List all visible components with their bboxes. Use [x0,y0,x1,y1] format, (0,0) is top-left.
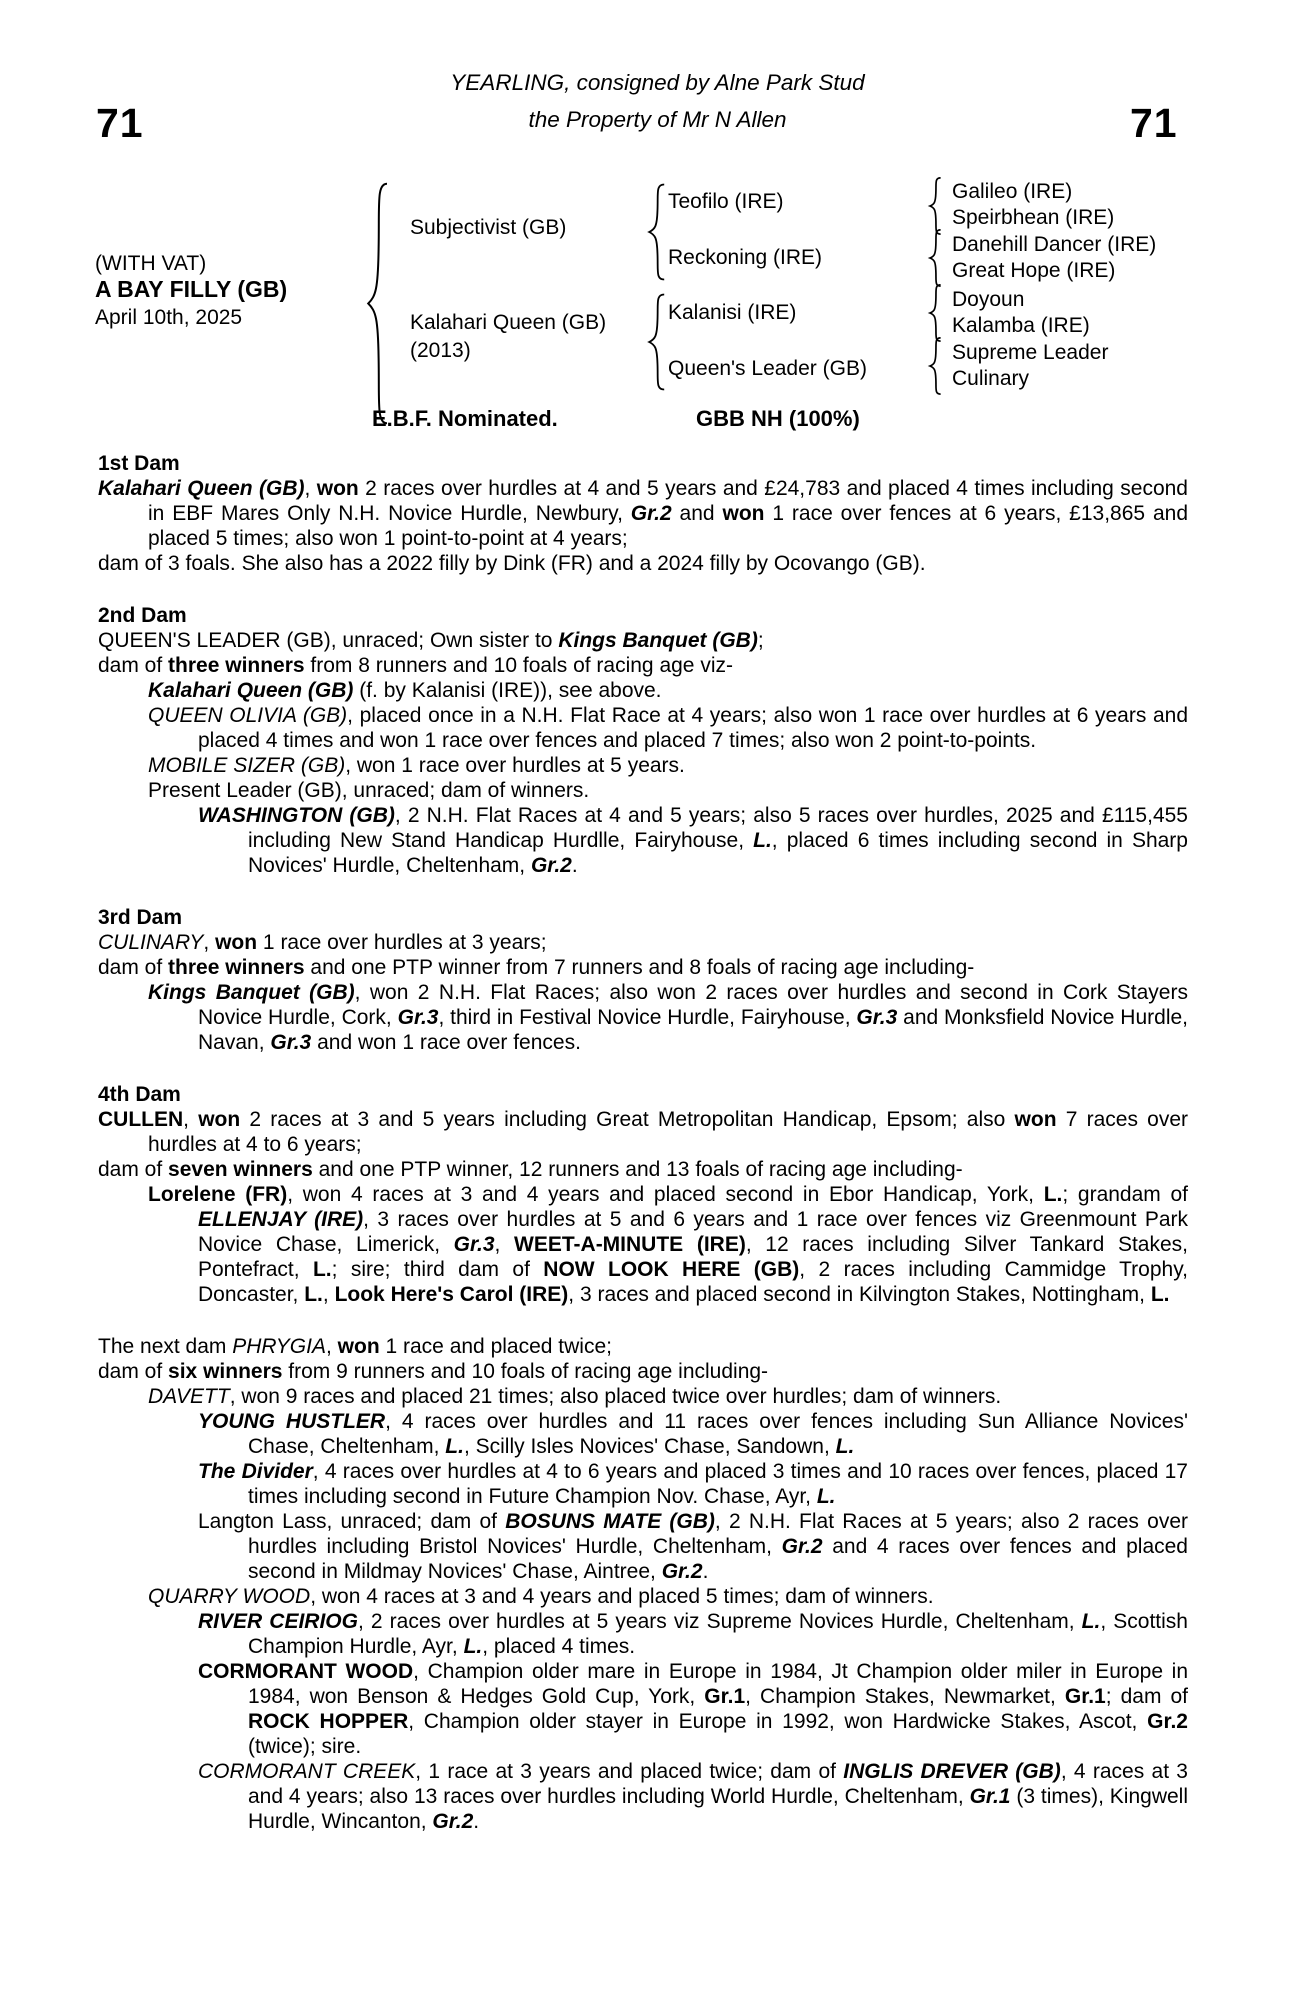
text-run: QUEEN OLIVIA (GB) [148,704,348,727]
section-heading: 2nd Dam [98,604,187,627]
text-run: , Champion older stayer in Europe in 1992, won Hardwicke Stakes, Ascot, [408,1710,1148,1733]
text-run: , 4 races over hurdles and 11 races over fences including Sun Alliance Novices' Chase, Cheltenham, [248,1410,1188,1458]
text-run: and 4 races over fences and placed second in Mildmay Novices' Chase, Aintree, [248,1535,1188,1583]
text-run: INGLIS DREVER (GB) [843,1760,1061,1783]
text-run: Gr.2 [530,854,572,877]
text-run: (twice); sire. [248,1735,362,1758]
text-run: from 8 runners and 10 foals of racing age viz- [304,654,733,677]
pedigree-paragraph [98,1157,1188,1182]
text-run: , 2 N.H. Flat Races at 5 years; also 2 races over hurdles including Bristol Novices' Hurdle, Cheltenham, [248,1510,1188,1558]
text-run: , [183,1108,199,1131]
pedigree-paragraph [98,955,1188,980]
text-run: Kalahari Queen (GB) [98,477,305,500]
text-run: Gr.2 [432,1810,474,1833]
text-run: YOUNG HUSTLER [198,1410,386,1433]
text-run: , won 9 races and placed 21 times; also placed twice over hurdles; dam of winners. [229,1385,1002,1408]
text-run: won [337,1335,380,1358]
great-grandparent: Speirbhean (IRE) [952,206,1115,229]
text-run: ; [757,629,764,652]
text-run: , 1 race at 3 years and placed twice; dam of [415,1760,844,1783]
pedigree-brace-gdam1 [927,229,944,287]
text-run: , Scilly Isles Novices' Chase, Sandown, [463,1435,836,1458]
text-run: Gr.3 [453,1233,495,1256]
text-run: WEET-A-MINUTE (IRE) [514,1233,746,1256]
lot-number-left: 71 [96,100,144,146]
text-run: won [198,1108,241,1131]
pedigree-paragraph [198,1609,1188,1659]
text-run: 7 races over hurdles at 4 to 6 years; [148,1108,1189,1156]
text-run: , placed 6 times including second in Sharp Novices' Hurdle, Cheltenham, [248,829,1188,877]
text-run: Gr.1 [969,1785,1011,1808]
text-run: Langton Lass, unraced; dam of [198,1510,506,1533]
text-run: and one PTP winner from 7 runners and 8 foals of racing age including- [304,956,975,979]
great-grandparent: Supreme Leader [952,341,1109,364]
text-run: L. [835,1435,855,1458]
text-run: , won 2 N.H. Flat Races; also won 2 races over hurdles and second in Cork Stayers Novice Hurdle, Cork, [198,981,1188,1029]
great-grandparent: Great Hope (IRE) [952,259,1116,282]
text-run: 1 race over hurdles at 3 years; [257,931,547,954]
pedigree-paragraph [98,653,1188,678]
text-run: ; grandam of [1062,1183,1188,1206]
text-run: CORMORANT CREEK [198,1760,416,1783]
text-run: , placed once in a N.H. Flat Race at 4 years; also won 1 race over hurdles at 6 years and placed 4 times and won 1 race over fences and placed 7 times; also won 2 point-to-points. [198,704,1189,752]
pedigree-brace-main [363,180,393,427]
text-run: L. [1043,1183,1063,1206]
text-run: , 3 races over hurdles at 5 and 6 years and 1 race over fences viz Greenmount Park Novice Chase, Limerick, [198,1208,1188,1256]
foaling-date: April 10th, 2025 [95,306,243,329]
pedigree-paragraph [198,1459,1188,1509]
pedigree-paragraph [148,980,1188,1055]
pedigree-paragraph [98,476,1188,551]
text-run: . [473,1810,480,1833]
text-run: ; dam of [1105,1685,1188,1708]
dam-section [98,603,1188,878]
text-run: MOBILE SIZER (GB) [148,754,346,777]
text-run: QUEEN'S LEADER (GB), unraced; Own sister to [98,629,559,652]
text-run: , Champion older mare in Europe in 1984, Jt Champion older miler in Europe in 1984, won Benson & Hedges Gold Cup, York, [248,1660,1189,1708]
text-run: CULINARY [98,931,204,954]
text-run: , [494,1233,515,1256]
great-grandparent: Danehill Dancer (IRE) [952,233,1157,256]
dam-foaling-year: (2013) [410,339,471,362]
pedigree-paragraph [148,678,1188,703]
text-run: DAVETT [148,1385,230,1408]
pedigree-brace-gdam2 [927,337,944,395]
pedigree-paragraph [148,1584,1188,1609]
text-run: RIVER CEIRIOG [198,1610,358,1633]
text-run: L. [1150,1283,1170,1306]
text-run: (3 times), Kingwell Hurdle, Wincanton, [248,1785,1188,1833]
pedigree-paragraph [148,703,1188,753]
pedigree-paragraph [98,1359,1188,1384]
text-run: and Monksfield Novice Hurdle, Navan, [198,1006,1188,1054]
text-run: CORMORANT WOOD [198,1660,414,1683]
text-run: Gr.2 [661,1560,703,1583]
text-run: from 9 runners and 10 foals of racing age including- [282,1360,769,1383]
text-run: ; sire; third dam of [331,1258,544,1281]
text-run: , [322,1283,335,1306]
text-run: Lorelene (FR) [148,1183,288,1206]
pedigree-paragraph [98,551,1188,576]
text-run: dam of [98,956,169,979]
pedigree-paragraph [148,1384,1188,1409]
text-run: , 2 races over hurdles at 5 years viz Supreme Novices Hurdle, Cheltenham, [357,1610,1082,1633]
grandsire-sire-side: Teofilo (IRE) [668,190,784,213]
text-run: Gr.2 [1147,1710,1188,1733]
text-run: won [722,502,765,525]
pedigree-brace-sire [645,183,669,281]
pedigree-paragraph [198,1759,1188,1834]
pedigree-brace-gsire2 [927,284,944,342]
text-run: six winners [168,1360,283,1383]
lot-number-right: 71 [1130,100,1178,146]
text-run: won [215,931,258,954]
text-run: , third in Festival Novice Hurdle, Fairyhouse, [438,1006,857,1029]
text-run: , [203,931,216,954]
dam-section [98,1082,1188,1307]
text-run: PHRYGIA [232,1335,326,1358]
text-run: won [316,477,359,500]
text-run: , 12 races including Silver Tankard Stakes, Pontefract, [198,1233,1188,1281]
grandsire-dam-side: Kalanisi (IRE) [668,301,797,324]
text-run: L. [1081,1610,1101,1633]
text-run: , 3 races and placed second in Kilvington Stakes, Nottingham, [568,1283,1151,1306]
text-run: , Scottish Champion Hurdle, Ayr, [248,1610,1188,1658]
great-grandparent: Galileo (IRE) [952,180,1073,203]
text-run: dam of [98,654,169,677]
text-run: 2 races at 3 and 5 years including Great Metropolitan Handicap, Epsom; also [240,1108,1015,1131]
text-run: The Divider [198,1460,313,1483]
text-run: , [304,477,317,500]
horse-description: A BAY FILLY (GB) [95,276,288,302]
text-run: WASHINGTON (GB) [198,804,395,827]
text-run: three winners [168,956,305,979]
text-run: Gr.3 [397,1006,439,1029]
text-run: , 4 races at 3 and 4 years; also 13 races over hurdles including World Hurdle, Cheltenham, [248,1760,1188,1808]
gbb-scheme-note: GBB NH (100%) [696,406,860,431]
text-run: Present Leader (GB), unraced; dam of winners. [148,779,590,802]
pedigree-paragraph [148,778,1188,803]
dam-section [98,1334,1188,1834]
pedigree-paragraph [148,753,1188,778]
text-run: , won 1 race over hurdles at 5 years. [345,754,685,777]
text-run: 2 races over hurdles at 4 and 5 years and £24,783 and placed 4 times including second in EBF Mares Only N.H. Novice Hurdle, Newbury, [148,477,1188,525]
text-run: , won 4 races at 3 and 4 years and placed 5 times; dam of winners. [310,1585,934,1608]
text-run: Kings Banquet (GB) [148,981,355,1004]
text-run: Gr.2 [781,1535,823,1558]
text-run: dam of [98,1360,169,1383]
text-run: Look Here's Carol (IRE) [334,1283,569,1306]
vat-note: (WITH VAT) [95,252,207,275]
text-run: BOSUNS MATE (GB) [505,1510,715,1533]
pedigree-paragraph [98,930,1188,955]
pedigree-paragraph [98,628,1188,653]
text-run: L. [816,1485,836,1508]
dam-section [98,905,1188,1055]
text-run: L. [312,1258,332,1281]
text-run: 1 race over fences at 6 years, £13,865 and placed 5 times; also won 1 point-to-point at 4 years; [148,502,1188,550]
text-run: (f. by Kalanisi (IRE)), see above. [353,679,662,702]
text-run: seven winners [168,1158,313,1181]
pedigree-paragraph [198,803,1188,878]
text-run: ROCK HOPPER [248,1710,409,1733]
text-run: dam of [98,1158,169,1181]
text-run: CULLEN [98,1108,184,1131]
text-run: NOW LOOK HERE (GB) [543,1258,800,1281]
property-line: the Property of Mr N Allen [528,107,787,132]
text-run: ELLENJAY (IRE) [198,1208,364,1231]
text-run: . [702,1560,709,1583]
text-run: , 2 N.H. Flat Races at 4 and 5 years; also 5 races over hurdles, 2025 and £115,455 including New Stand Handicap Hurdlle, Fairyhouse, [248,804,1188,852]
text-run: L. [445,1435,464,1458]
pedigree-brace-gsire1 [927,177,944,235]
text-run: , 2 races including Cammidge Trophy, Doncaster, [198,1258,1188,1306]
text-run: Gr.3 [856,1006,898,1029]
pedigree-paragraph [98,1107,1188,1157]
pedigree-paragraph [198,1509,1188,1584]
great-grandparent: Kalamba (IRE) [952,314,1090,337]
ebf-nominated-note: E.B.F. Nominated. [372,406,558,431]
text-run: and [671,502,723,525]
section-heading: 1st Dam [98,452,180,475]
text-run: Gr.2 [630,502,672,525]
section-heading: 3rd Dam [98,906,183,929]
text-run: dam of 3 foals. She also has a 2022 filly by Dink (FR) and a 2024 filly by Ocovango (GB). [98,552,926,575]
text-run: QUARRY WOOD [148,1585,311,1608]
granddam-dam-side: Queen's Leader (GB) [668,357,867,380]
text-run: Gr.1 [1064,1685,1106,1708]
section-heading: 4th Dam [98,1083,181,1106]
text-run: , won 4 races at 3 and 4 years and placed second in Ebor Handicap, York, [287,1183,1044,1206]
pedigree-brace-dam [645,293,669,391]
text-run: . [571,854,578,877]
pedigree-paragraph [198,1409,1188,1459]
text-run: Kalahari Queen (GB) [148,679,354,702]
text-run: , [325,1335,338,1358]
text-run: Kings Banquet (GB) [558,629,758,652]
granddam-sire-side: Reckoning (IRE) [668,246,823,269]
text-run: 1 race and placed twice; [379,1335,612,1358]
text-run: Gr.3 [270,1031,312,1054]
text-run: L. [753,829,772,852]
text-run: Gr.1 [704,1685,746,1708]
pedigree-text-body [98,451,1188,1834]
pedigree-paragraph [148,1182,1188,1307]
text-run: , placed 4 times. [482,1635,636,1658]
text-run: The next dam [98,1335,233,1358]
text-run: , Champion Stakes, Newmarket, [745,1685,1065,1708]
dam-name: Kalahari Queen (GB) [410,311,607,334]
text-run: and won 1 race over fences. [311,1031,581,1054]
text-run: L. [463,1635,483,1658]
text-run: , 4 races over hurdles at 4 to 6 years and placed 3 times and 10 races over fences, placed 17 times including second in Future Champion Nov. Chase, Ayr, [248,1460,1188,1508]
great-grandparent: Doyoun [952,288,1025,311]
sire-name: Subjectivist (GB) [410,216,567,239]
text-run: three winners [168,654,305,677]
dam-section [98,451,1188,576]
consignor-line: YEARLING, consigned by Alne Park Stud [450,70,865,95]
pedigree-paragraph [198,1659,1188,1759]
text-run: won [1014,1108,1057,1131]
pedigree-paragraph [98,1334,1188,1359]
text-run: L. [304,1283,323,1306]
great-grandparent: Culinary [952,367,1030,390]
text-run: and one PTP winner, 12 runners and 13 foals of racing age including- [312,1158,963,1181]
